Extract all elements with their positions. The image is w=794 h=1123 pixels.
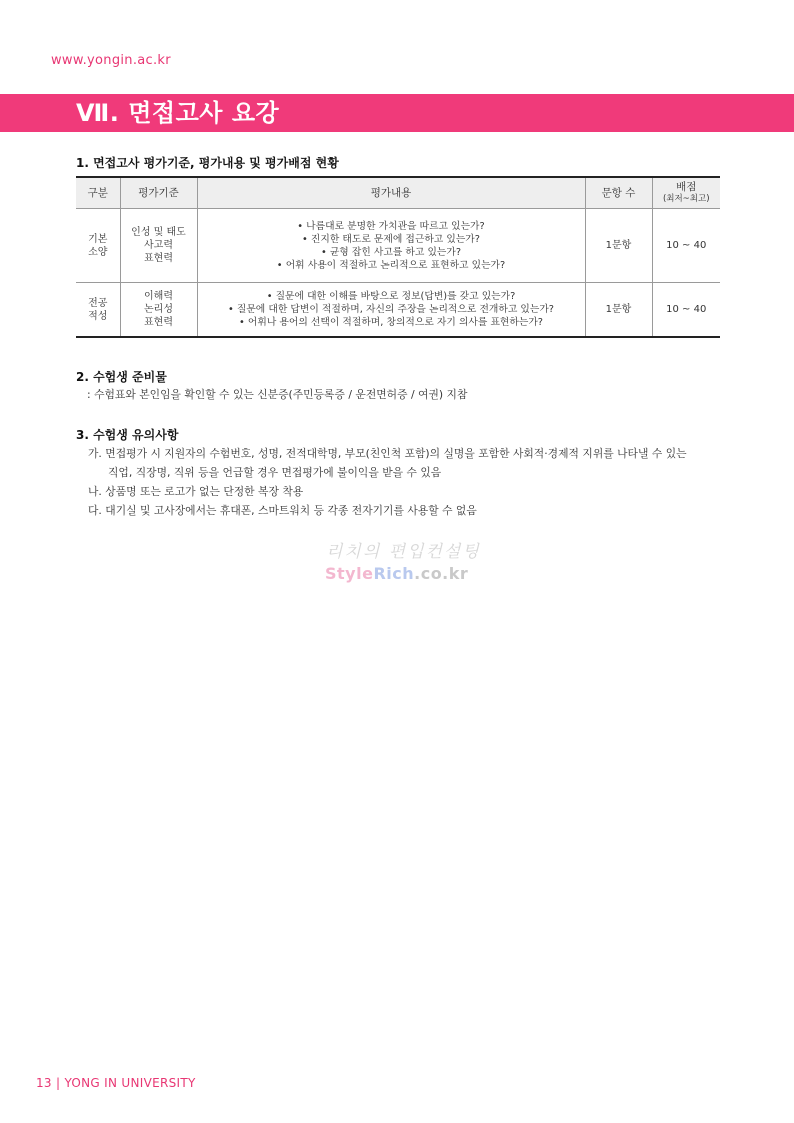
- section1-heading: 1. 면접고사 평가기준, 평가내용 및 평가배점 현황: [76, 156, 339, 170]
- watermark-logo: [325, 564, 468, 583]
- criteria-line: 인성 및 태도: [131, 227, 186, 238]
- evaluation-table: [76, 176, 720, 338]
- content-bullet: • 질문에 대한 이해를 바탕으로 정보(답변)를 갖고 있는가?: [266, 291, 516, 302]
- banner-title: Ⅶ. 면접고사 요강: [76, 99, 280, 127]
- row-score: 10 ~ 40: [652, 209, 720, 283]
- section2-text: : 수험표와 본인임을 확인할 수 있는 신분증(주민등록증 / 운전면허증 / 여권) 지참: [87, 388, 468, 401]
- header-score: [652, 177, 720, 209]
- section3-heading: 3. 수험생 유의사항: [76, 428, 179, 442]
- watermark-part: Style: [325, 564, 374, 583]
- row-category: [76, 283, 120, 338]
- category-line: 적성: [88, 310, 108, 322]
- section2-heading: 2. 수험생 준비물: [76, 370, 167, 384]
- row-criteria: [120, 209, 197, 283]
- row-score: 10 ~ 40: [652, 283, 720, 338]
- header-score-label: 배점: [676, 181, 697, 193]
- watermark-part: Rich: [373, 564, 415, 583]
- notice-item: 다. 대기실 및 고사장에서는 휴대폰, 스마트워치 등 각종 전자기기를 사용할 수 없음: [88, 504, 477, 517]
- criteria-line: 표현력: [144, 317, 173, 328]
- row-questions: 1문항: [585, 209, 652, 283]
- row-content: [197, 209, 585, 283]
- header-category: 구분: [76, 177, 120, 209]
- row-category: [76, 209, 120, 283]
- notice-item: 나. 상품명 또는 로고가 없는 단정한 복장 착용: [88, 485, 304, 498]
- content-bullet: • 나름대로 분명한 가치관을 따르고 있는가?: [297, 220, 485, 232]
- table-header-row: [76, 177, 720, 209]
- criteria-line: 이해력: [144, 291, 173, 302]
- category-line: 소양: [88, 246, 108, 258]
- header-content: 평가내용: [197, 177, 585, 209]
- notice-item: 가. 면접평가 시 지원자의 수험번호, 성명, 전적대학명, 부모(친인척 포함)의 실명을 포함한 사회적·경제적 지위를 나타낼 수 있는: [88, 447, 687, 460]
- page-footer: 13 | YONG IN UNIVERSITY: [36, 1076, 196, 1090]
- watermark-part: .co.kr: [414, 564, 469, 583]
- section-banner: [0, 94, 794, 132]
- criteria-line: 사고력: [144, 240, 173, 251]
- content-bullet: • 진지한 태도로 문제에 접근하고 있는가?: [302, 233, 480, 245]
- notice-item-continued: 직업, 직장명, 직위 등을 언급할 경우 면접평가에 불이익을 받을 수 있음: [108, 466, 442, 479]
- category-line: 전공: [88, 297, 108, 309]
- watermark-korean: 리치의 편입컨설팅: [326, 542, 481, 562]
- content-bullet: • 균형 잡힌 사고를 하고 있는가?: [320, 246, 462, 258]
- table-row: [76, 209, 720, 283]
- category-line: 기본: [88, 233, 108, 245]
- table-row: [76, 283, 720, 338]
- criteria-line: 논리성: [144, 304, 173, 315]
- content-bullet: • 어휘나 용어의 선택이 적절하며, 창의적으로 자기 의사를 표현하는가?: [239, 317, 543, 328]
- row-content: [197, 283, 585, 338]
- header-criteria: 평가기준: [120, 177, 197, 209]
- row-questions: 1문항: [585, 283, 652, 338]
- content-bullet: • 어휘 사용이 적절하고 논리적으로 표현하고 있는가?: [276, 259, 506, 271]
- header-score-sub: (최저~최고): [662, 194, 710, 204]
- header-questions: 문항 수: [585, 177, 652, 209]
- site-url: www.yongin.ac.kr: [51, 53, 171, 68]
- criteria-line: 표현력: [144, 253, 173, 264]
- row-criteria: [120, 283, 197, 338]
- content-bullet: • 질문에 대한 답변이 적절하며, 자신의 주장을 논리적으로 전개하고 있는가?: [227, 304, 555, 315]
